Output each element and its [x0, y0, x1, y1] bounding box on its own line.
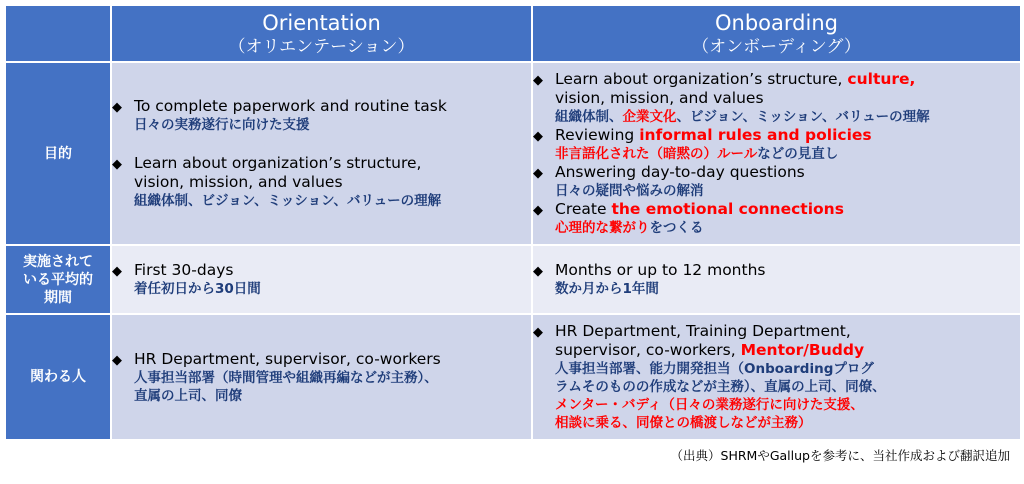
diamond-bullet-icon: ◆: [533, 166, 543, 181]
text-plain: Create: [555, 200, 612, 218]
item-text-ja: 着任初日から30日間: [134, 281, 261, 297]
row-people: [5, 314, 1021, 440]
period-orientation-cell: [111, 245, 532, 314]
diamond-bullet-icon: ◆: [112, 157, 122, 172]
text-highlight: the emotional connections: [611, 200, 844, 218]
text-highlight: メンター・バディ（日々の業務遂行に向けた支援、 相談に乗る、同僚との橋渡しなどが主務）: [555, 397, 864, 431]
comparison-table: [4, 4, 1022, 441]
text-highlight: 企業文化: [622, 109, 677, 125]
source-note: （出典）SHRMやGallupを参考に、当社作成および翻訳追加: [670, 448, 1010, 463]
diamond-bullet-icon: ◆: [112, 352, 122, 368]
text-plain: Reviewing: [555, 126, 640, 144]
item-text-en: HR Department, supervisor, co-workers: [134, 349, 441, 368]
row-period: [5, 245, 1021, 314]
text-highlight: culture,: [847, 70, 916, 88]
text-plain: 人事担当部署、能力開発担当（Onboardingプログ ラムそのものの作成などが主務）、直属の上司、同僚、: [555, 361, 886, 395]
text-highlight: informal rules and policies: [639, 126, 872, 144]
item-text-ja: [555, 219, 1020, 237]
text-plain: をつくる: [649, 220, 704, 236]
text-plain: などの見直し: [757, 146, 839, 162]
header-onboarding-ja: （オンボーディング）: [692, 36, 861, 57]
item-text-ja: 日々の疑問や悩みの解消: [555, 183, 704, 199]
item-text-en: [555, 200, 1020, 219]
item-text-ja: [555, 145, 1020, 163]
item-text-en: Months or up to 12 months: [555, 261, 766, 279]
list-item: [533, 200, 1020, 237]
header-orientation: [111, 5, 532, 62]
header-onboarding-en: Onboarding: [715, 10, 838, 35]
list-item: [533, 261, 1020, 298]
diamond-bullet-icon: ◆: [533, 264, 543, 279]
purpose-orientation-cell: [111, 62, 532, 245]
item-text-ja: 日々の実務遂行に向けた支援: [134, 117, 310, 133]
list-item: [112, 350, 531, 405]
text-highlight: 心理的な繋がり: [555, 220, 650, 236]
list-item: [533, 70, 1020, 126]
people-onboarding-cell: [532, 314, 1021, 440]
item-text-en: Learn about organization’s structure, vision, mission, and values: [134, 154, 422, 191]
text-highlight: 非言語化された（暗黙の）ルール: [555, 146, 758, 162]
row-label-period: 実施されて いる平均的 期間: [5, 245, 111, 314]
row-label-purpose: 目的: [5, 62, 111, 245]
diamond-bullet-icon: ◆: [112, 264, 122, 279]
text-plain: 、ビジョン、ミッション、バリューの理解: [676, 109, 930, 125]
text-plain: HR Department, Training Department, supervisor, co-workers,: [555, 322, 851, 359]
header-row: [5, 5, 1021, 62]
list-item: [533, 126, 1020, 163]
list-item: [112, 154, 531, 210]
purpose-onboarding-cell: [532, 62, 1021, 245]
item-text-ja: 人事担当部署（時間管理や組織再編などが主務）、 直属の上司、同僚: [134, 369, 438, 404]
item-text-ja: [555, 360, 1020, 432]
item-text-en: [555, 126, 1020, 145]
list-item: [533, 322, 1020, 432]
people-orientation-cell: [111, 314, 532, 440]
header-orientation-ja: （オリエンテーション）: [228, 36, 415, 57]
list-item: [112, 261, 531, 298]
text-plain: vision, mission, and values: [555, 89, 764, 107]
header-corner: [5, 5, 111, 62]
diamond-bullet-icon: ◆: [533, 203, 543, 218]
item-text-ja: [555, 108, 1020, 126]
item-text-en: [555, 70, 1020, 108]
list-item: [533, 163, 1020, 200]
item-text-ja: 数か月から1年間: [555, 281, 659, 297]
item-text-en: [555, 322, 1020, 360]
text-plain: 組織体制、: [555, 109, 623, 125]
diamond-bullet-icon: ◆: [112, 100, 122, 115]
item-text-ja: 組織体制、ビジョン、ミッション、バリューの理解: [134, 193, 442, 209]
list-item: [112, 97, 531, 134]
diamond-bullet-icon: ◆: [533, 325, 543, 340]
text-highlight: Mentor/Buddy: [740, 341, 865, 359]
item-text-en: First 30-days: [134, 261, 234, 279]
header-onboarding: [532, 5, 1021, 62]
row-purpose: [5, 62, 1021, 245]
header-orientation-en: Orientation: [262, 10, 381, 35]
item-text-en: Answering day-to-day questions: [555, 163, 805, 181]
item-text-en: To complete paperwork and routine task: [134, 97, 447, 115]
diamond-bullet-icon: ◆: [533, 73, 543, 88]
row-label-people: 関わる人: [5, 314, 111, 440]
period-onboarding-cell: [532, 245, 1021, 314]
diamond-bullet-icon: ◆: [533, 129, 543, 144]
text-plain: Learn about organization’s structure,: [555, 70, 848, 88]
